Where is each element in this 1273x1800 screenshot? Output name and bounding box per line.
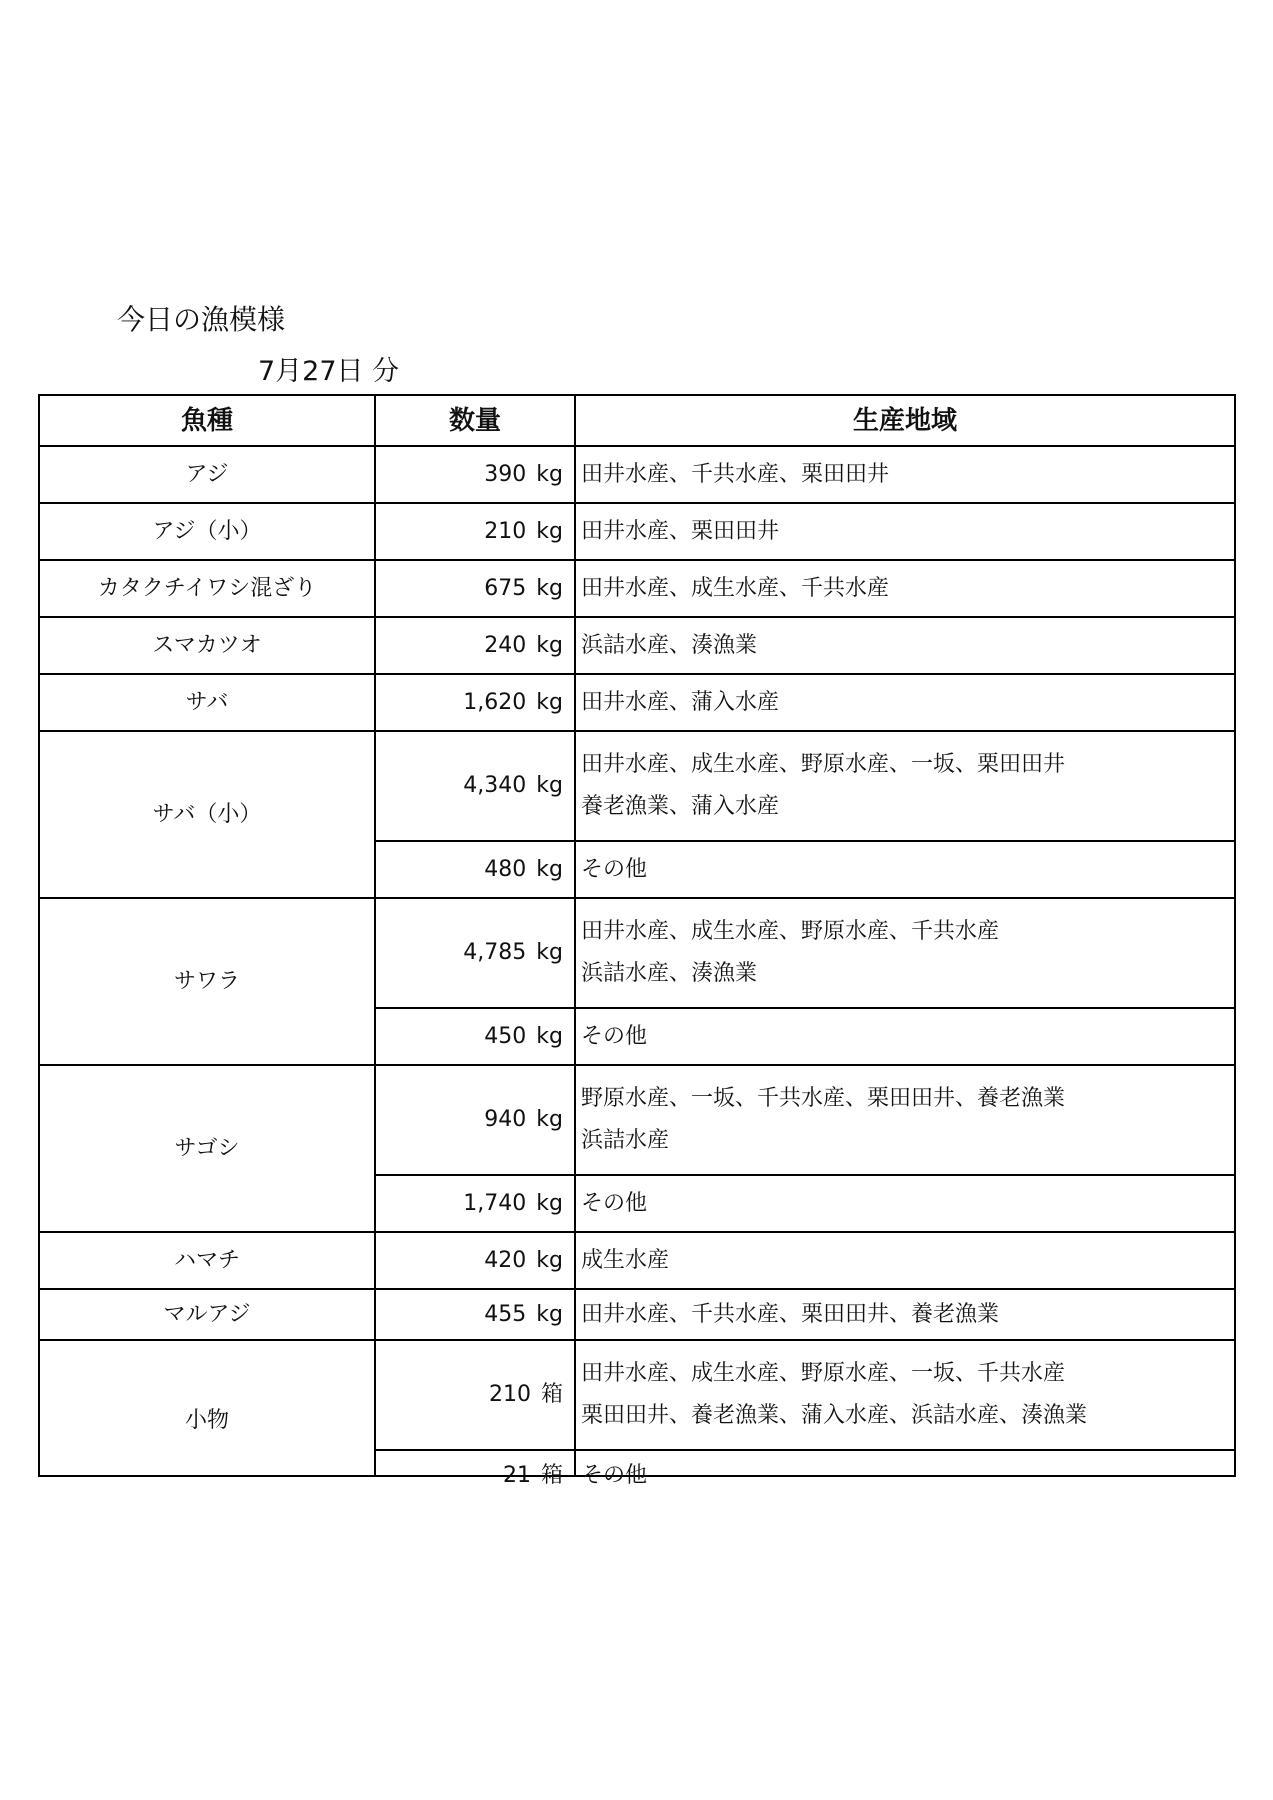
quantity-amount: 4,785 — [463, 940, 527, 965]
quantity-amount: 420 — [484, 1247, 527, 1273]
fish-cell: 小物 — [184, 1407, 229, 1433]
quantity-unit: 箱 — [540, 1382, 563, 1407]
region-line: その他 — [581, 1190, 648, 1216]
quantity-cell — [376, 1451, 574, 1500]
fish-cell: サバ（小） — [152, 801, 262, 827]
region-lines — [581, 744, 1065, 828]
fish-cell: ハマチ — [173, 1247, 240, 1273]
quantity-amount: 21 — [502, 1462, 531, 1488]
fish-cell: サゴシ — [174, 1135, 240, 1161]
region-line: 浜詰水産、湊漁業 — [581, 632, 758, 658]
region-cell — [576, 1009, 1234, 1064]
region-cell — [576, 842, 1234, 897]
region-lines — [581, 568, 889, 610]
quantity-unit: kg — [536, 773, 563, 798]
quantity-amount: 4,340 — [463, 773, 527, 798]
quantity-unit: kg — [536, 461, 563, 487]
quantity-cell — [376, 1066, 574, 1174]
quantity-cell — [376, 618, 574, 673]
region-line: 田井水産、成生水産、千共水産 — [581, 575, 890, 601]
region-cell — [576, 1066, 1234, 1174]
fish-cell: サバ — [185, 689, 229, 715]
region-cell — [576, 1290, 1234, 1339]
quantity-amount: 450 — [484, 1023, 527, 1049]
region-line: 田井水産、成生水産、野原水産、一坂、栗田田井 — [581, 752, 1066, 777]
quantity-unit: kg — [536, 1247, 563, 1273]
region-cell — [576, 504, 1234, 559]
region-line: その他 — [581, 1023, 648, 1049]
region-cell — [576, 1451, 1234, 1500]
quantity-amount: 1,740 — [463, 1190, 527, 1216]
region-line: 田井水産、千共水産、栗田田井、養老漁業 — [581, 1301, 1000, 1327]
region-lines — [581, 454, 889, 496]
quantity-amount: 675 — [484, 575, 527, 601]
quantity-unit: kg — [536, 689, 563, 715]
region-lines — [581, 682, 779, 724]
quantity-cell — [376, 1009, 574, 1064]
header-fish: 魚種 — [180, 405, 233, 436]
report-date: 7月27日 分 — [258, 356, 400, 387]
region-line: 田井水産、千共水産、栗田田井 — [581, 461, 890, 487]
quantity-cell — [376, 447, 574, 502]
region-line: 成生水産 — [581, 1247, 670, 1273]
quantity-unit: 箱 — [540, 1462, 563, 1488]
region-lines — [581, 1016, 647, 1058]
region-line: その他 — [581, 1462, 648, 1488]
quantity-unit: kg — [536, 1301, 563, 1327]
region-line: 田井水産、蒲入水産 — [581, 689, 780, 715]
quantity-cell — [376, 504, 574, 559]
quantity-amount: 480 — [484, 856, 527, 882]
quantity-unit: kg — [536, 1107, 563, 1132]
quantity-cell — [376, 675, 574, 730]
fish-cell: サワラ — [173, 968, 240, 994]
region-cell — [576, 899, 1234, 1007]
region-line: 田井水産、栗田田井 — [581, 518, 780, 544]
region-line: 野原水産、一坂、千共水産、栗田田井、養老漁業 — [581, 1086, 1066, 1111]
region-cell — [576, 618, 1234, 673]
quantity-cell — [376, 842, 574, 897]
quantity-unit: kg — [536, 632, 563, 658]
quantity-unit: kg — [536, 1023, 563, 1049]
quantity-cell — [376, 732, 574, 840]
fish-cell: アジ — [185, 461, 229, 487]
quantity-unit: kg — [536, 575, 563, 601]
region-lines — [581, 1455, 647, 1497]
region-cell — [576, 1341, 1234, 1449]
region-line: 田井水産、成生水産、野原水産、千共水産 — [581, 919, 1000, 944]
region-line: 田井水産、成生水産、野原水産、一坂、千共水産 — [581, 1361, 1066, 1386]
region-lines — [581, 1183, 647, 1225]
quantity-cell — [376, 1233, 574, 1288]
region-cell — [576, 447, 1234, 502]
quantity-amount: 210 — [484, 518, 527, 544]
fish-cell: スマカツオ — [152, 632, 262, 658]
region-lines — [581, 625, 757, 667]
quantity-amount: 940 — [484, 1107, 527, 1132]
quantity-amount: 390 — [484, 461, 527, 487]
region-lines — [581, 1240, 669, 1282]
region-lines — [581, 849, 647, 891]
quantity-cell — [376, 561, 574, 616]
quantity-amount: 240 — [484, 632, 527, 658]
region-cell — [576, 732, 1234, 840]
quantity-cell — [376, 1341, 574, 1449]
quantity-unit: kg — [536, 940, 563, 965]
quantity-unit: kg — [536, 518, 563, 544]
region-lines — [581, 511, 779, 553]
page-title: 今日の漁模様 — [117, 303, 286, 336]
header-quantity: 数量 — [448, 405, 501, 436]
region-cell — [576, 1176, 1234, 1231]
region-cell — [576, 675, 1234, 730]
region-lines — [581, 911, 999, 995]
catch-table — [38, 394, 1236, 1488]
quantity-unit: kg — [536, 856, 563, 882]
region-cell — [576, 561, 1234, 616]
region-line: 浜詰水産、湊漁業 — [581, 961, 758, 986]
region-lines — [581, 1078, 1065, 1162]
region-line: 養老漁業、蒲入水産 — [581, 794, 780, 819]
region-line: 浜詰水産 — [581, 1128, 670, 1153]
region-line: 栗田田井、養老漁業、蒲入水産、浜詰水産、湊漁業 — [581, 1403, 1088, 1428]
quantity-amount: 1,620 — [463, 689, 527, 715]
region-lines — [581, 1353, 1087, 1437]
fish-cell: アジ（小） — [152, 518, 262, 544]
header-region: 生産地域 — [852, 405, 957, 436]
region-lines — [581, 1294, 999, 1336]
quantity-unit: kg — [536, 1190, 563, 1216]
region-cell — [576, 1233, 1234, 1288]
region-line: その他 — [581, 856, 648, 882]
quantity-cell — [376, 1176, 574, 1231]
quantity-cell — [376, 899, 574, 1007]
fish-cell: カタクチイワシ混ざり — [97, 575, 317, 601]
quantity-cell — [376, 1290, 574, 1339]
quantity-amount: 455 — [484, 1301, 527, 1327]
fish-cell: マルアジ — [163, 1301, 251, 1327]
quantity-amount: 210 — [488, 1382, 531, 1407]
